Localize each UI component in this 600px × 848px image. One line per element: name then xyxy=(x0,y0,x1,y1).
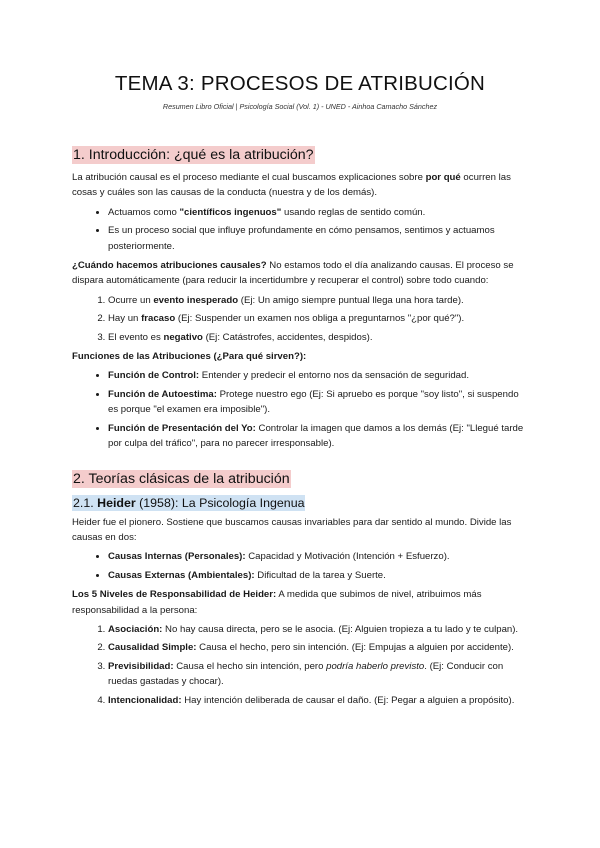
list-item: 1. Ocurre un evento inesperado (Ej: Un amigo siempre puntual llega una hora tarde). xyxy=(108,293,528,308)
list-item: 2. Causalidad Simple: Causa el hecho, pero sin intención. (Ej: Empujas a alguien por accidente). xyxy=(108,640,528,655)
section-2 xyxy=(72,470,528,708)
s2-causes-list xyxy=(72,549,528,583)
list-item: 3. Previsibilidad: Causa el hecho sin intención, pero podría haberlo previsto. (Ej: Conducir con ruedas gastadas y chocar). xyxy=(108,659,528,690)
list-item: • Actuamos como "científicos ingenuos" usando reglas de sentido común. xyxy=(108,205,528,220)
s1-intro-paragraph: La atribución causal es el proceso mediante el cual buscamos explicaciones sobre por qué ocurren las cosas y cuáles son las causas de la conducta (nuestra y de los demás). xyxy=(72,172,511,199)
s1-bullet-list xyxy=(72,205,528,254)
document-title: TEMA 3: PROCESOS DE ATRIBUCIÓN xyxy=(114,72,486,95)
list-item: • Es un proceso social que influye profundamente en cómo pensamos, sentimos y actuamos posteriormente. xyxy=(108,223,528,254)
s1-functions-heading: Funciones de las Atribuciones (¿Para qué sirven?): xyxy=(72,351,307,363)
s1-triggers-list xyxy=(72,293,528,345)
list-item: 3. El evento es negativo (Ej: Catástrofes, accidentes, despidos). xyxy=(108,330,528,345)
section-1-heading: 1. Introducción: ¿qué es la atribución? xyxy=(73,147,314,163)
document-subtitle: Resumen Libro Oficial | Psicología Social (Vol. 1) - UNED - Ainhoa Camacho Sánchez xyxy=(162,102,438,111)
s2-intro-paragraph: Heider fue el pionero. Sostiene que buscamos causas invariables para dar sentido al mundo. Divide las causas en dos: xyxy=(72,516,512,543)
document-body xyxy=(72,146,528,712)
list-item: 1. Asociación: No hay causa directa, pero se le asocia. (Ej: Alguien tropieza a tu lado y te culpan). xyxy=(108,622,528,637)
list-item: • Función de Presentación del Yo: Controlar la imagen que damos a los demás (Ej: "Llegué tarde por culpa del tráfico", para no parecer irresponsable). xyxy=(108,421,528,452)
s1-functions-list xyxy=(72,368,528,451)
subsection-2-1-heading: 2.1. Heider (1958): La Psicología Ingenua xyxy=(73,495,305,510)
list-item: • Función de Control: Entender y predecir el entorno nos da sensación de seguridad. xyxy=(108,368,528,383)
s1-when-paragraph: ¿Cuándo hacemos atribuciones causales? No estamos todo el día analizando causas. El proceso se dispara automáticamente (para reducir la incertidumbre y recuperar el control) sobre todo cuando: xyxy=(72,260,514,287)
s2-levels-list xyxy=(72,622,528,708)
list-item: 4. Intencionalidad: Hay intención deliberada de causar el daño. (Ej: Pegar a alguien a propósito). xyxy=(108,693,528,708)
list-item: 2. Hay un fracaso (Ej: Suspender un examen nos obliga a preguntarnos "¿por qué?"). xyxy=(108,311,528,326)
list-item: • Causas Externas (Ambientales): Dificultad de la tarea y Suerte. xyxy=(108,568,528,583)
section-2-heading: 2. Teorías clásicas de la atribución xyxy=(73,470,290,487)
list-item: • Función de Autoestima: Protege nuestro ego (Ej: Si apruebo es porque "soy listo", si suspendo es porque "el examen era imposible"). xyxy=(108,387,528,418)
list-item: • Causas Internas (Personales): Capacidad y Motivación (Intención + Esfuerzo). xyxy=(108,549,528,564)
s2-levels-paragraph: Los 5 Niveles de Responsabilidad de Heider: A medida que subimos de nivel, atribuimos más responsabilidad a la persona: xyxy=(72,589,482,616)
